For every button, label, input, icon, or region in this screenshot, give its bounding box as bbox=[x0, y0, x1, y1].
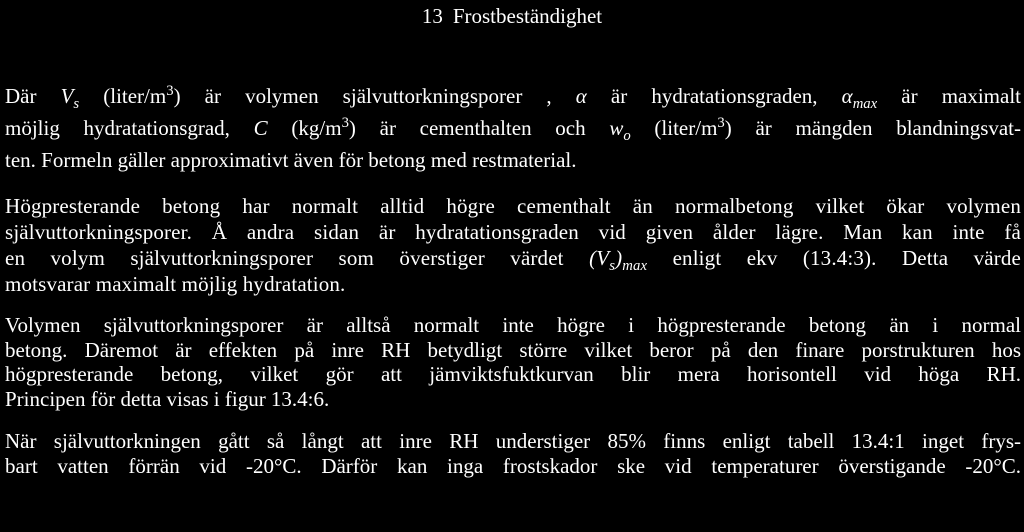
text-line: bart vatten förrän vid -20°C. Därför kan inga frostskador ske vid temperaturer överstigande -20°C. bbox=[5, 454, 1021, 478]
document-body bbox=[5, 80, 1021, 479]
text-line: Volymen självuttorkningsporer är alltså normalt inte högre i högpresterande betong än i normal bbox=[5, 313, 1021, 337]
text-line: Högpresterande betong har normalt alltid högre cementhalt än normalbetong vilket ökar volymen bbox=[5, 194, 1021, 218]
text-line: När självuttorkningen gått så långt att inre RH understiger 85% finns enligt tabell 13.4:1 inget frys- bbox=[5, 429, 1021, 453]
paragraph-high-performance bbox=[5, 193, 1021, 297]
text-line: självuttorkningsporer. Å andra sidan är hydratationsgraden vid given ålder lägre. Man kan inte få bbox=[5, 220, 1021, 244]
chapter-number: 13 bbox=[421, 4, 443, 28]
paragraph-volume bbox=[5, 313, 1021, 411]
text-line: möjlig hydratationsgrad, C $(kg/m^3)$ är cementhalten och $w_o$ $(liter/m^3)$ är mängden blandningsvat- bbox=[5, 115, 1022, 145]
text-line: betong. Däremot är effekten på inre RH betydligt större vilket beror på den finare porstrukturen hos bbox=[5, 337, 1021, 362]
text-line: ten. Formeln gäller approximativt även för betong med restmaterial. bbox=[5, 148, 577, 172]
text-line: högpresterande betong, vilket gör att jämviktsfuktkurvan blir mera horisontell vid höga RH. bbox=[5, 362, 1021, 386]
paragraph-definitions bbox=[5, 80, 1021, 176]
paragraph-self-desiccation bbox=[5, 429, 1021, 479]
text-line: en volym självuttorkningsporer som överstiger värdet $(V_s)_{max}$ enligt ekv (13.4:3). Detta värde bbox=[5, 246, 1021, 275]
chapter-title: Frostbeständighet bbox=[452, 4, 603, 28]
text-line: Där $V_s$ $(liter/m^3)$ är volymen självuttorkningsporer , α är hydratationsgraden, $\alpha_{max}$ är maximalt bbox=[5, 83, 1022, 113]
text-line: Principen för detta visas i figur 13.4:6. bbox=[5, 386, 330, 411]
page-header bbox=[0, 2, 1024, 30]
text-line: motsvarar maximalt möjlig hydratation. bbox=[5, 272, 346, 296]
